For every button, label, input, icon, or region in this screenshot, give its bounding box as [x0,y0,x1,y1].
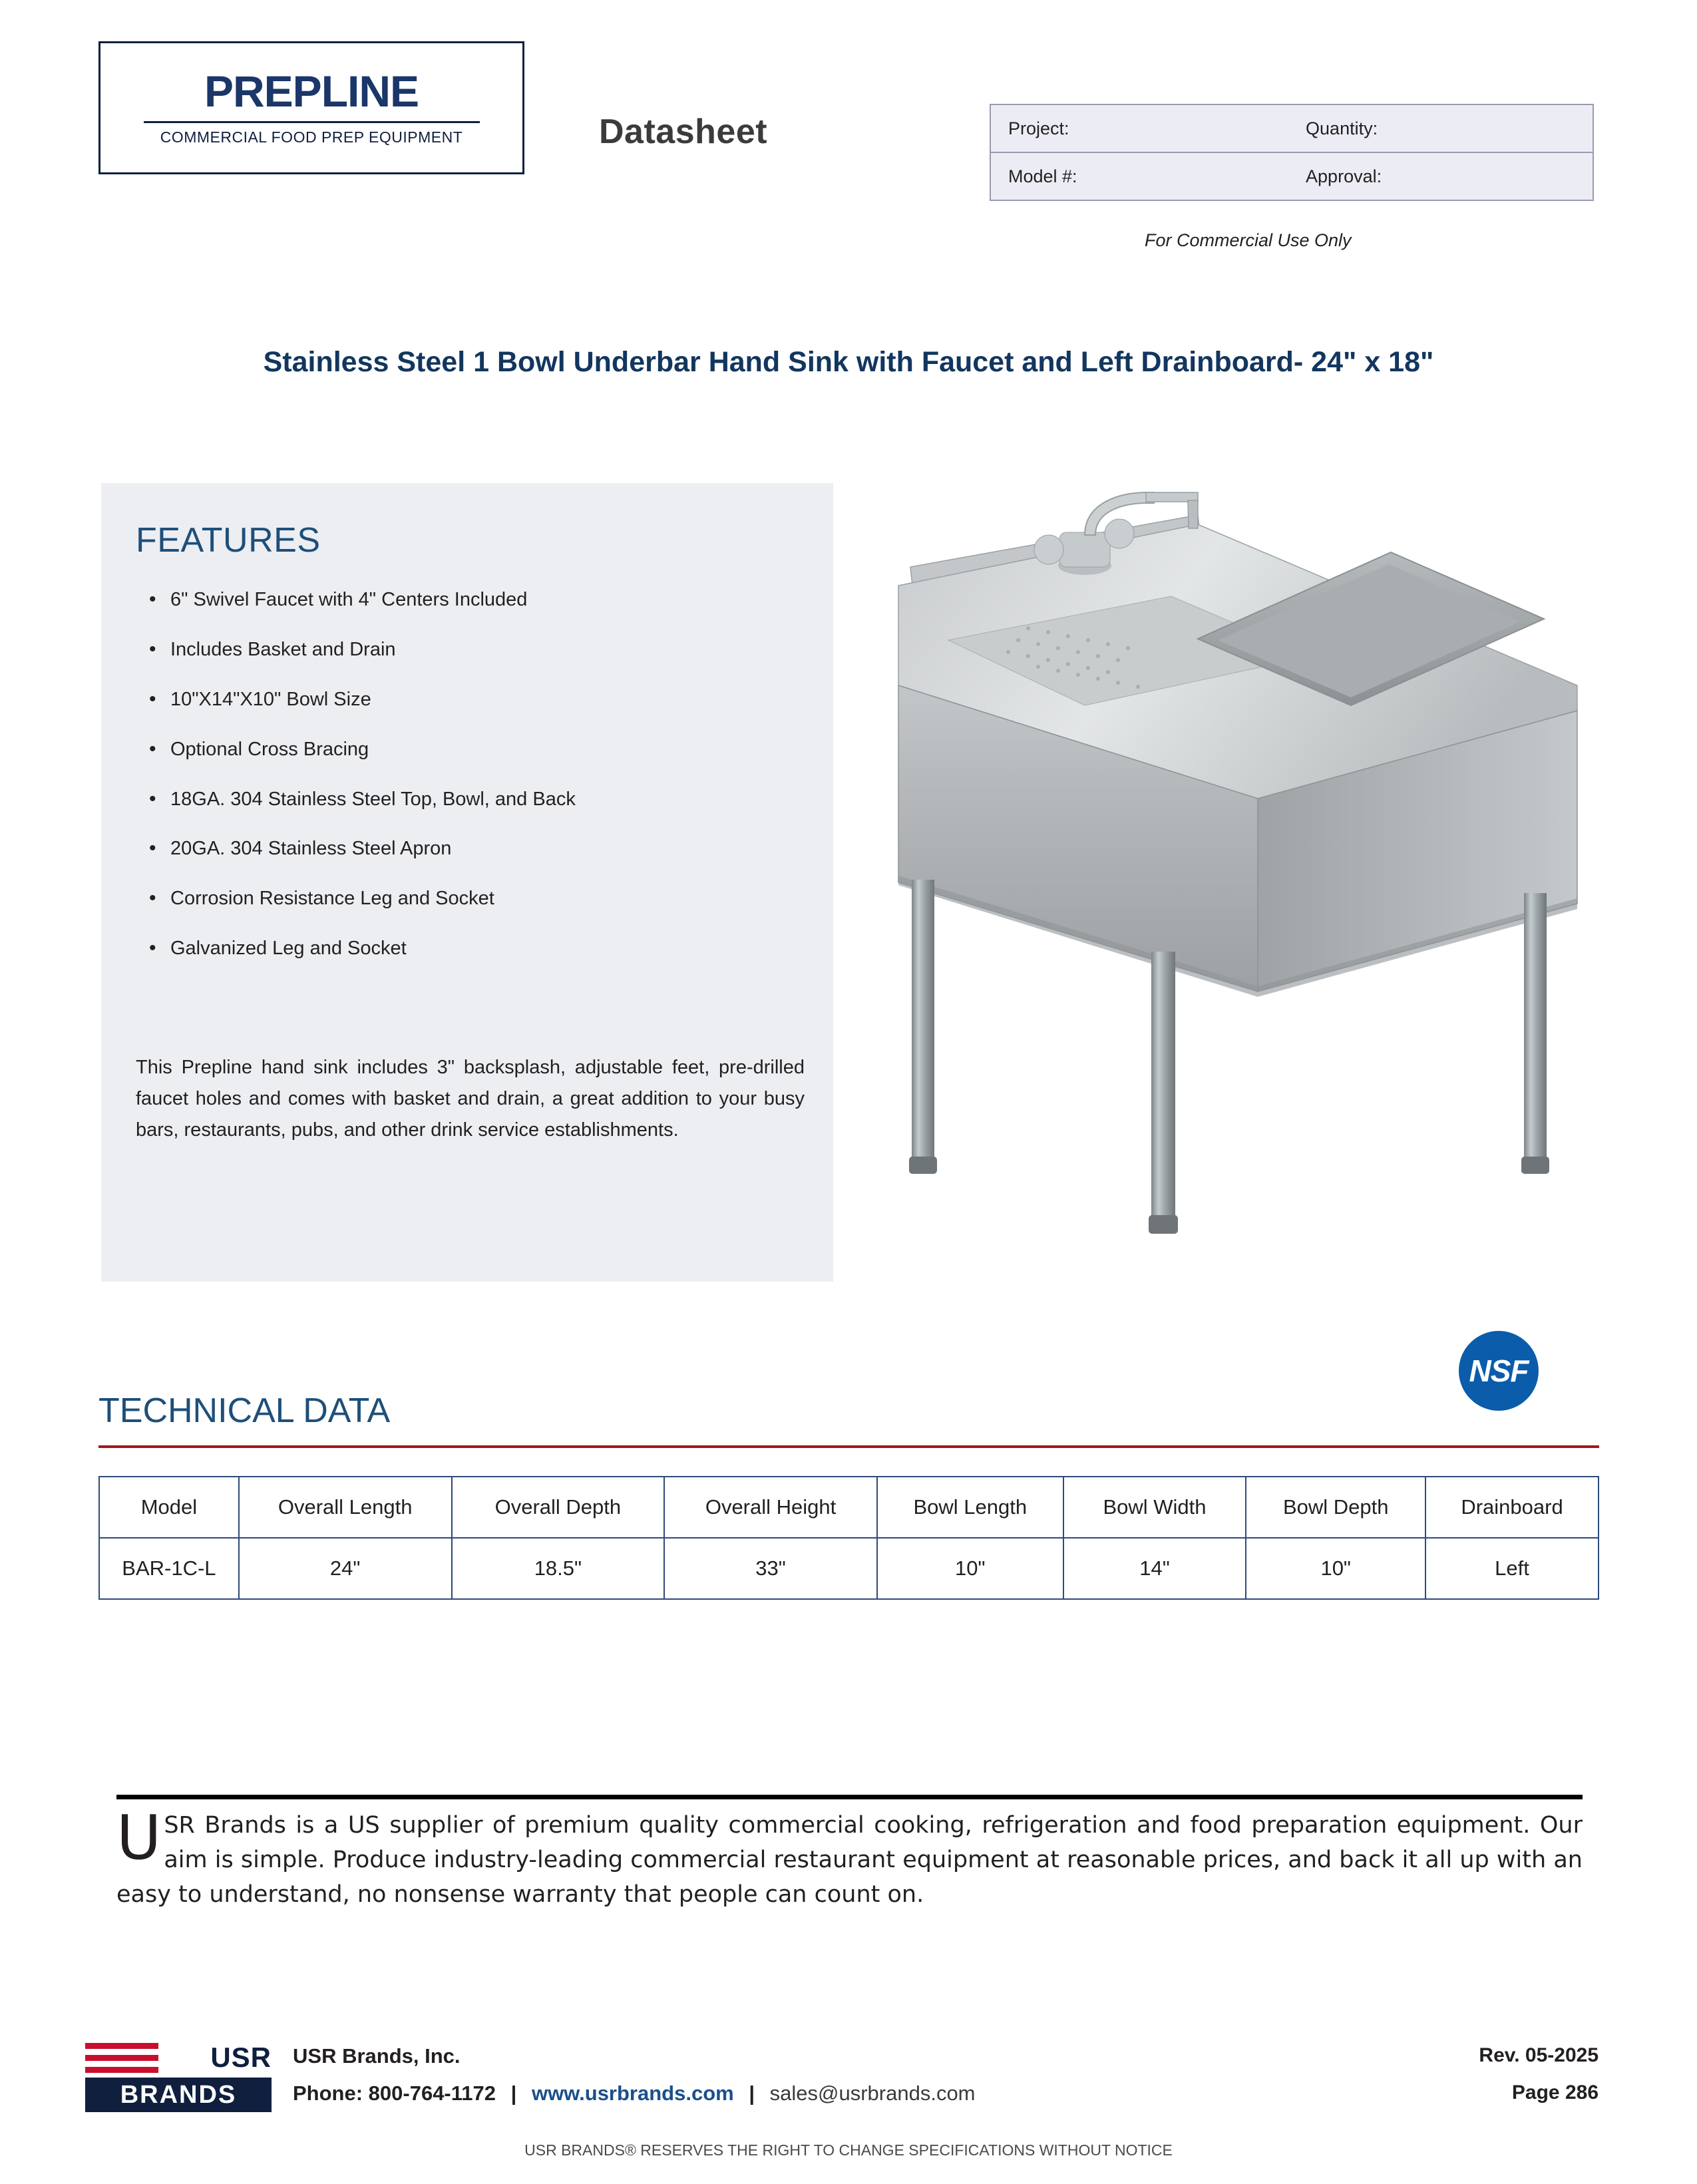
footer-email-link[interactable]: sales@usrbrands.com [769,2082,976,2105]
list-item: • 20GA. 304 Stainless Steel Apron [136,838,808,860]
column-header-bowl-length: Bowl Length [877,1477,1063,1538]
cell-overall-depth: 18.5" [452,1538,665,1599]
about-divider [116,1795,1583,1799]
technical-data-divider [98,1445,1599,1448]
usr-brands-logo [85,2042,272,2113]
about-dropcap: U [116,1802,162,1873]
approval-label: Approval: [1159,152,1593,200]
footer-separator-1: | [510,2082,517,2105]
brands-logo-text: BRANDS [85,2078,272,2112]
column-header-model: Model [99,1477,239,1538]
cell-model: BAR-1C-L [99,1538,239,1599]
cell-bowl-width: 14" [1063,1538,1246,1599]
commercial-use-note: For Commercial Use Only [1145,230,1352,250]
cell-overall-length: 24" [239,1538,452,1599]
logo-text-prep: PREP [204,67,321,116]
usr-logo-text: USR [210,2042,272,2073]
cell-overall-height: 33" [664,1538,877,1599]
nsf-badge-label: NSF [1469,1354,1529,1388]
features-list [136,590,808,988]
features-panel [101,483,833,1282]
column-header-overall-depth: Overall Depth [452,1477,665,1538]
footer-separator-2: | [749,2082,755,2105]
nsf-certification-icon [1459,1331,1539,1411]
prepline-logo [98,41,524,174]
list-item: • 18GA. 304 Stainless Steel Top, Bowl, and Back [136,789,808,811]
table-row [990,104,1593,152]
technical-data-table [98,1476,1599,1600]
column-header-overall-length: Overall Length [239,1477,452,1538]
logo-text-line: LINE [321,67,419,116]
product-image [885,486,1604,1278]
page-header [0,39,1697,250]
column-header-bowl-depth: Bowl Depth [1246,1477,1425,1538]
list-item: • 10"X14"X10" Bowl Size [136,689,808,711]
footer-phone: Phone: 800-764-1172 [293,2082,496,2105]
list-item: • Includes Basket and Drain [136,639,808,661]
footer-website-link[interactable]: www.usrbrands.com [531,2082,734,2105]
datasheet-label: Datasheet [599,112,768,151]
technical-data-heading: TECHNICAL DATA [98,1391,391,1430]
cell-bowl-depth: 10" [1246,1538,1425,1599]
prepline-logo-wordmark [204,67,419,116]
table-header-row [99,1477,1599,1538]
list-item: • 6" Swivel Faucet with 4" Centers Included [136,590,808,611]
footer-contact-line [293,2082,976,2105]
column-header-overall-height: Overall Height [664,1477,877,1538]
usr-logo-stripes [85,2042,272,2075]
about-section [116,1802,1583,1912]
logo-divider [144,121,480,123]
project-label: Project: [990,104,1159,152]
cell-drainboard: Left [1425,1538,1599,1599]
list-item: • Galvanized Leg and Socket [136,938,808,960]
footer-company-name: USR Brands, Inc. [293,2044,461,2068]
cell-bowl-length: 10" [877,1538,1063,1599]
footer-disclaimer: USR BRANDS® RESERVES THE RIGHT TO CHANGE SPECIFICATIONS WITHOUT NOTICE [524,2141,1173,2159]
column-header-bowl-width: Bowl Width [1063,1477,1246,1538]
project-info-table [990,104,1594,201]
about-text: SR Brands is a US supplier of premium quality commercial cooking, refrigeration and food preparation equipment. Our aim is simple. Produce industry-leading commercial restaurant equipment at reasonable prices, and back it all up with an easy to understand, no nonsense warranty that people can count on. [116,1812,1583,1908]
features-heading: FEATURES [136,521,321,560]
logo-tagline: COMMERCIAL FOOD PREP EQUIPMENT [160,128,463,146]
footer-page-number: Page 286 [1511,2082,1599,2103]
page-title: Stainless Steel 1 Bowl Underbar Hand Sink with Faucet and Left Drainboard- 24" x 18" [263,346,1434,378]
footer-revision: Rev. 05-2025 [1479,2044,1599,2066]
model-label: Model #: [990,152,1159,200]
list-item: • Optional Cross Bracing [136,739,808,761]
features-description: This Prepline hand sink includes 3" backsplash, adjustable feet, pre-drilled faucet holes and comes with basket and drain, a great addition to your busy bars, restaurants, pubs, and other drink service establishments. [136,1057,805,1141]
quantity-label: Quantity: [1159,104,1593,152]
table-row [99,1538,1599,1599]
table-row [990,152,1593,200]
list-item: • Corrosion Resistance Leg and Socket [136,888,808,910]
column-header-drainboard: Drainboard [1425,1477,1599,1538]
